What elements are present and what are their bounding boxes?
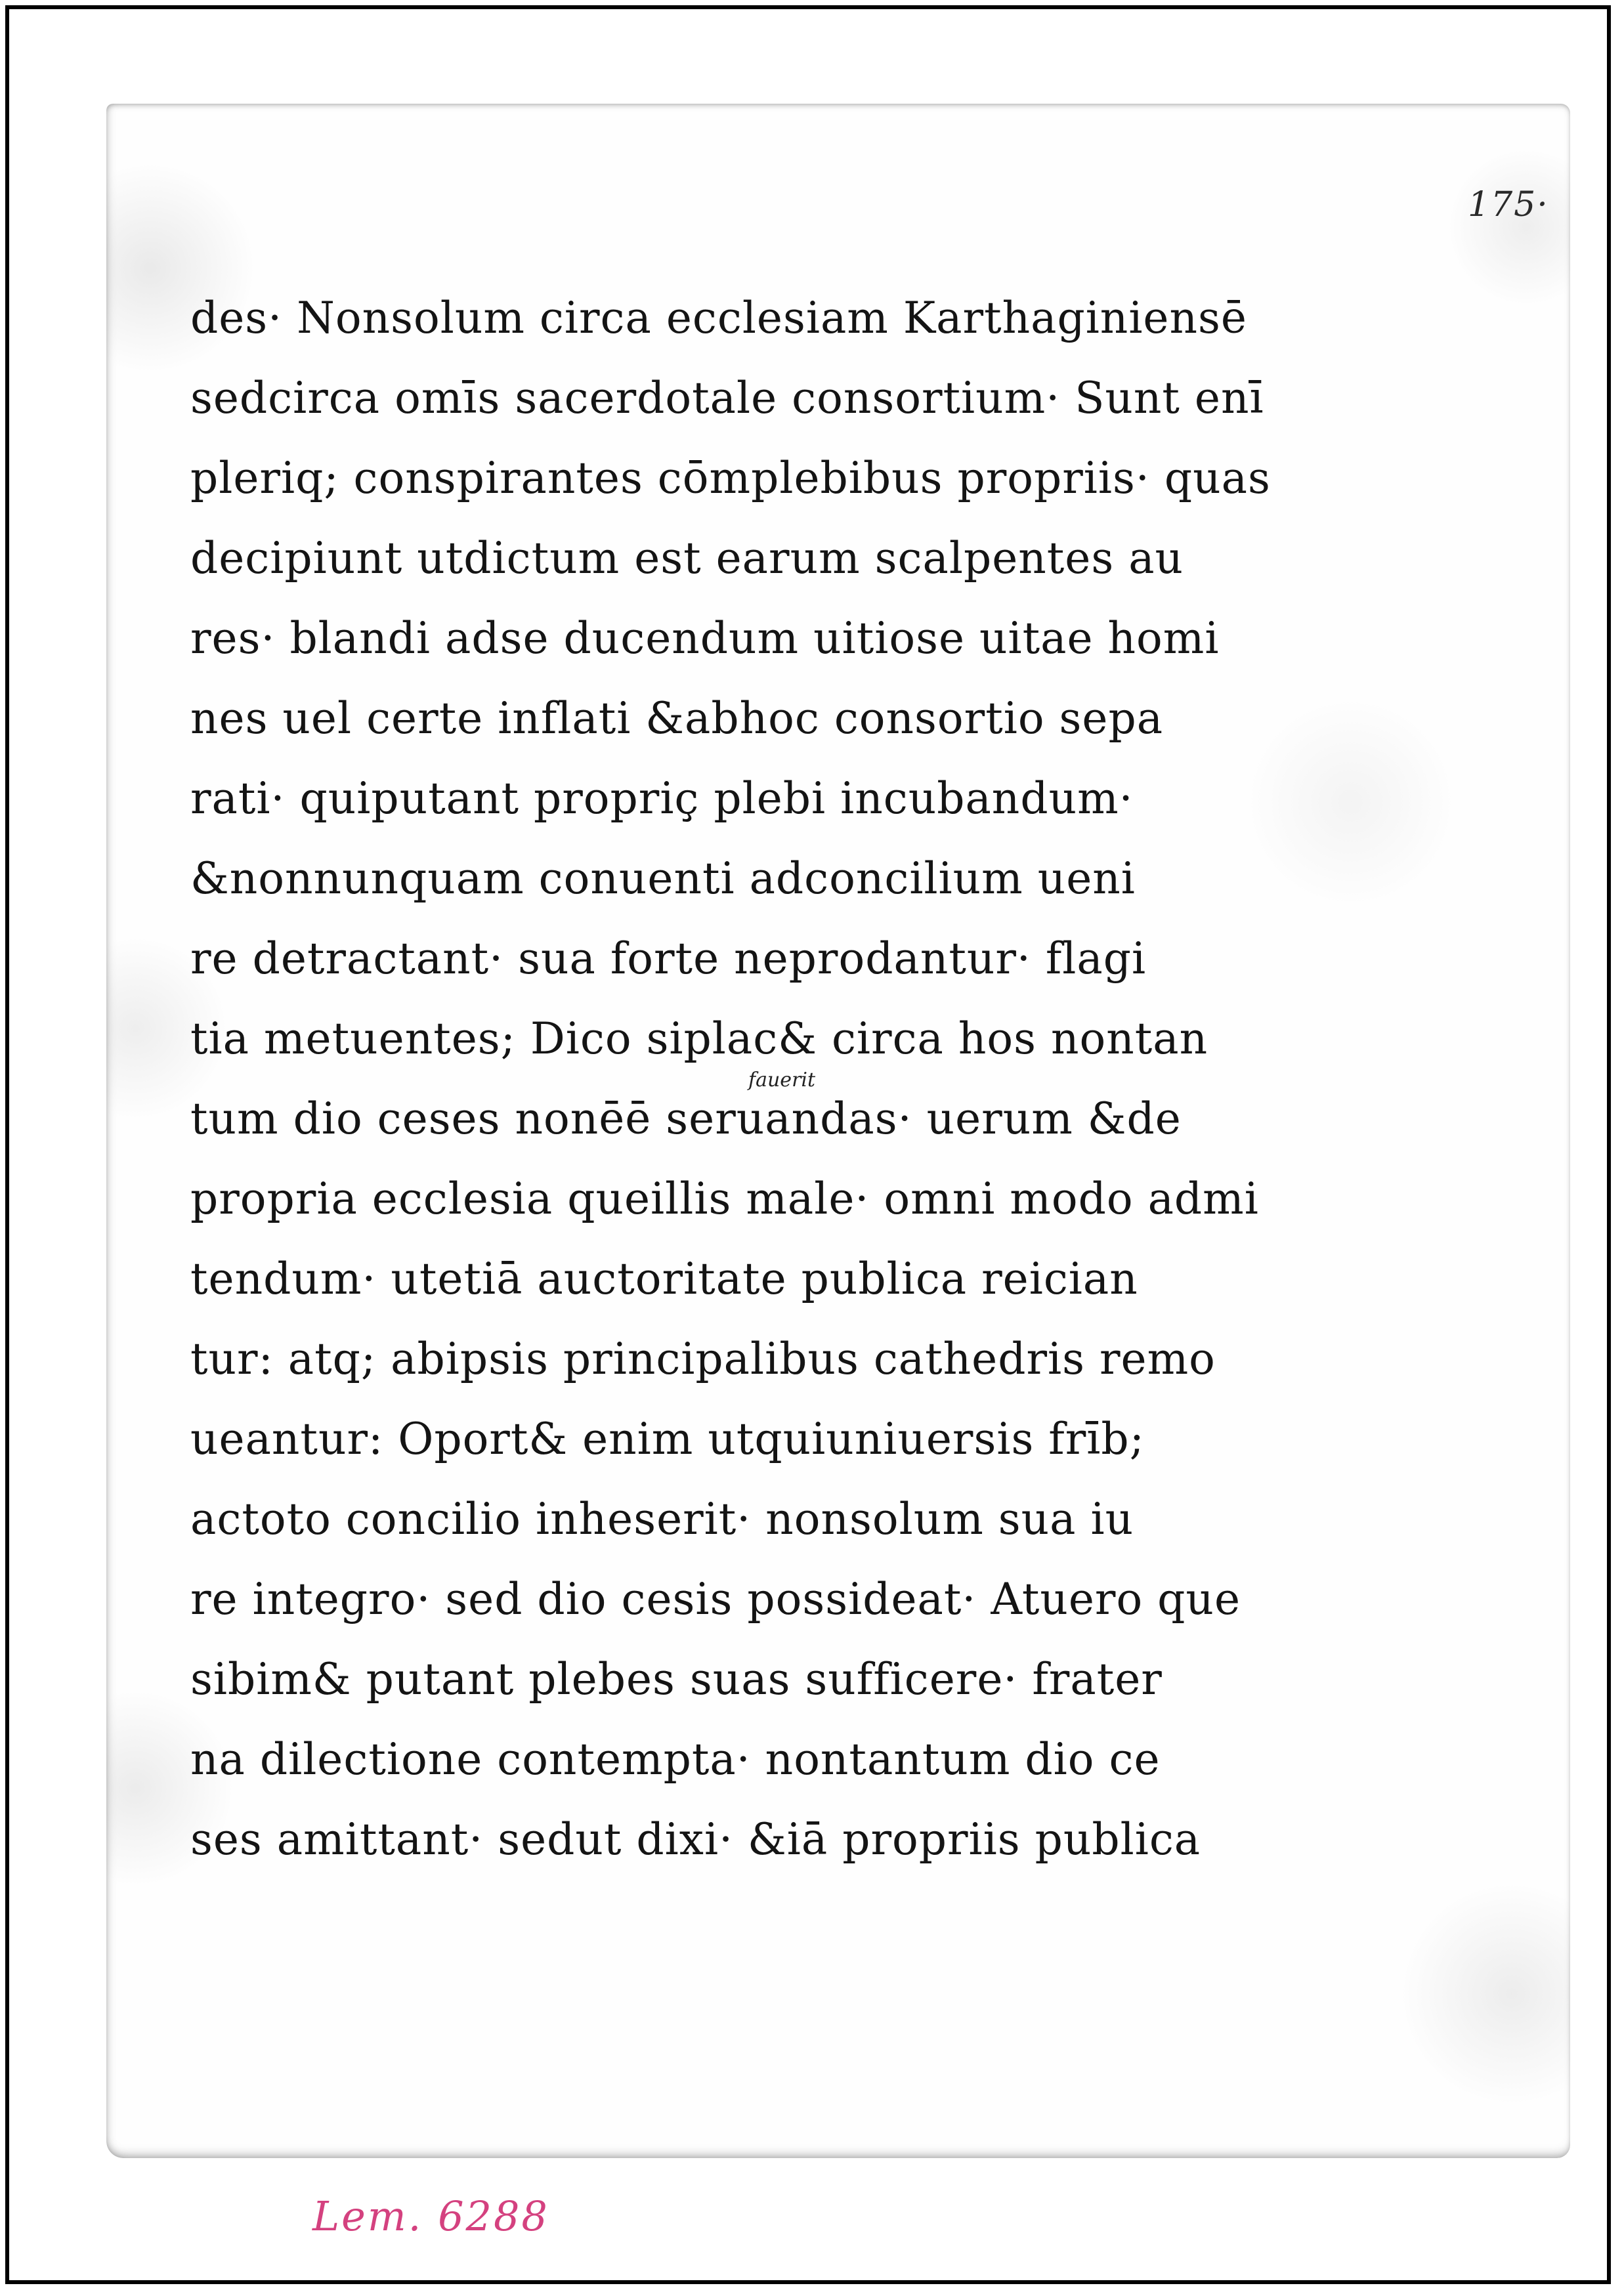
text-line: actoto concilio inheserit· nonsolum sua iu bbox=[190, 1494, 1134, 1544]
text-line: propria ecclesia queillis male· omni modo admi bbox=[190, 1174, 1259, 1224]
text-line: ueantur: Oport& enim utquiuniuersis frīb; bbox=[190, 1414, 1145, 1464]
text-line: tendum· utetiā auctoritate publica reician bbox=[190, 1254, 1138, 1304]
text-line: na dilectione contempta· nontantum dio ce bbox=[190, 1734, 1161, 1785]
text-line: pleriq; conspirantes cōmplebibus propriis· quas bbox=[190, 453, 1271, 503]
text-line: sibim& putant plebes suas sufficere· frater bbox=[190, 1654, 1163, 1705]
text-line: &nonnunquam conuenti adconcilium ueni bbox=[190, 853, 1136, 904]
text-line: re integro· sed dio cesis possideat· Atuero que bbox=[190, 1574, 1241, 1624]
text-line: sedcirca omīs sacerdotale consortium· Sunt enī bbox=[190, 373, 1264, 423]
text-line: des· Nonsolum circa ecclesiam Karthaginiensē bbox=[190, 293, 1247, 343]
text-line: tia metuentes; Dico siplac& circa hos nontan bbox=[190, 1013, 1208, 1064]
text-line: ses amittant· sedut dixi· &iā propriis publica bbox=[190, 1814, 1201, 1865]
shelfmark-note: Lem. 6288 bbox=[312, 2192, 549, 2240]
text-line: decipiunt utdictum est earum scalpentes au bbox=[190, 533, 1184, 584]
text-line: re detractant· sua forte neprodantur· flagi bbox=[190, 933, 1147, 984]
interlinear-gloss: fauerit bbox=[748, 1069, 816, 1092]
text-line: rati· quiputant propriç plebi incubandum· bbox=[190, 773, 1134, 824]
text-line: tur: atq; abipsis principalibus cathedris remo bbox=[190, 1334, 1216, 1384]
text-line: res· blandi adse ducendum uitiose uitae homi bbox=[190, 613, 1220, 664]
text-line: nes uel certe inflati &abhoc consortio sepa bbox=[190, 693, 1164, 744]
text-line: tum dio ceses nonēē seruandas· uerum &de bbox=[190, 1093, 1182, 1144]
folio-number: 175· bbox=[1468, 185, 1549, 224]
